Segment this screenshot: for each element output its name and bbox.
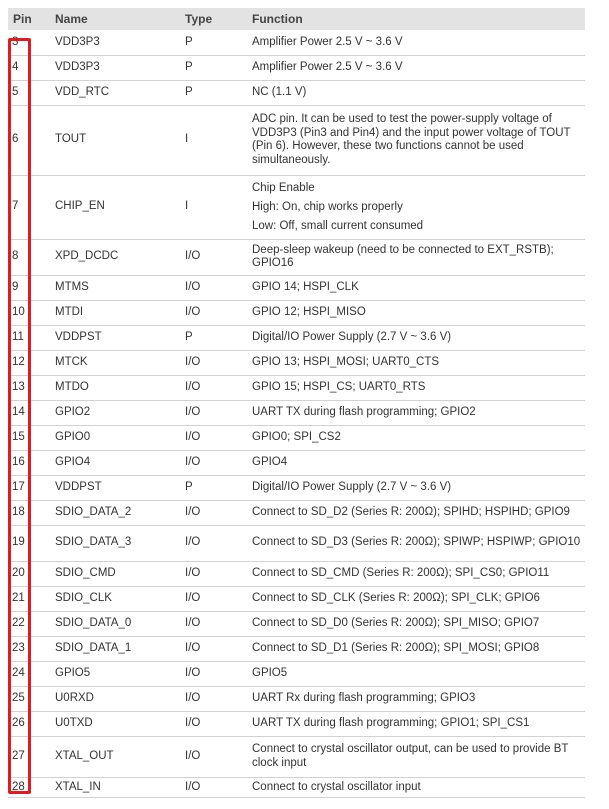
table-row <box>8 450 585 475</box>
type-cell: P <box>180 475 247 500</box>
function-line: ADC pin. It can be used to test the power-supply voltage of VDD3P3 (Pin3 and Pin4) and the input power voltage of TOUT (Pin 6). However, these two functions cannot be used simultaneously. <box>252 113 571 166</box>
function-line: UART TX during flash programming; GPIO1; SPI_CS1 <box>252 716 530 729</box>
function-line: Amplifier Power 2.5 V ~ 3.6 V <box>252 60 403 73</box>
header-row <box>8 8 585 30</box>
function-line: GPIO 12; HSPI_MISO <box>252 305 366 318</box>
function-cell <box>247 30 585 55</box>
type-cell: I/O <box>180 300 247 325</box>
pin-cell: 8 <box>8 239 50 275</box>
function-cell <box>247 611 585 636</box>
table-row <box>8 711 585 736</box>
table-row <box>8 175 585 239</box>
pin-cell: 9 <box>8 275 50 300</box>
pin-definition-table <box>8 8 585 798</box>
pin-cell: 21 <box>8 586 50 611</box>
table-row <box>8 80 585 105</box>
function-line: GPIO4 <box>252 455 288 468</box>
name-cell: GPIO5 <box>50 661 180 686</box>
function-cell <box>247 350 585 375</box>
table-row <box>8 561 585 586</box>
name-cell: XPD_DCDC <box>50 239 180 275</box>
type-cell: I <box>180 175 247 239</box>
pin-cell: 26 <box>8 711 50 736</box>
name-cell: U0RXD <box>50 686 180 711</box>
function-line: Connect to SD_D1 (Series R: 200Ω); SPI_MOSI; GPIO8 <box>252 641 540 654</box>
pin-cell: 3 <box>8 30 50 55</box>
function-line: Connect to SD_CLK (Series R: 200Ω); SPI_CLK; GPIO6 <box>252 591 540 604</box>
pin-cell: 6 <box>8 105 50 175</box>
name-cell: VDD3P3 <box>50 30 180 55</box>
type-cell: I/O <box>180 500 247 525</box>
function-line: GPIO 14; HSPI_CLK <box>252 280 359 293</box>
name-cell: SDIO_CMD <box>50 561 180 586</box>
function-line: High: On, chip works properly <box>252 200 403 213</box>
function-cell <box>247 736 585 777</box>
function-line: Chip Enable <box>252 181 315 194</box>
table-row <box>8 736 585 777</box>
function-line: Connect to crystal oscillator output, can be used to provide BT clock input <box>252 743 569 769</box>
table-row <box>8 239 585 275</box>
table-row <box>8 105 585 175</box>
type-cell: I/O <box>180 686 247 711</box>
name-cell: TOUT <box>50 105 180 175</box>
function-cell <box>247 500 585 525</box>
function-cell <box>247 239 585 275</box>
table-row <box>8 350 585 375</box>
name-cell: SDIO_CLK <box>50 586 180 611</box>
type-cell: I/O <box>180 586 247 611</box>
function-line: Deep-sleep wakeup (need to be connected to EXT_RSTB); GPIO16 <box>252 243 554 269</box>
table-row <box>8 586 585 611</box>
function-line: GPIO 15; HSPI_CS; UART0_RTS <box>252 380 426 393</box>
function-cell <box>247 425 585 450</box>
name-cell: SDIO_DATA_1 <box>50 636 180 661</box>
table-row <box>8 636 585 661</box>
type-cell: I/O <box>180 450 247 475</box>
type-cell: I/O <box>180 736 247 777</box>
function-cell <box>247 777 585 798</box>
pin-cell: 22 <box>8 611 50 636</box>
pin-cell: 11 <box>8 325 50 350</box>
name-cell: GPIO0 <box>50 425 180 450</box>
function-line: Amplifier Power 2.5 V ~ 3.6 V <box>252 35 403 48</box>
function-cell <box>247 636 585 661</box>
pin-cell: 20 <box>8 561 50 586</box>
function-line: Connect to SD_D3 (Series R: 200Ω); SPIWP; HSPIWP; GPIO10 <box>252 536 581 549</box>
pin-cell: 5 <box>8 80 50 105</box>
function-line: Low: Off, small current consumed <box>252 219 424 232</box>
type-cell: I/O <box>180 611 247 636</box>
type-cell: I/O <box>180 239 247 275</box>
function-line: NC (1.1 V) <box>252 85 307 98</box>
type-cell: I/O <box>180 275 247 300</box>
pin-cell: 27 <box>8 736 50 777</box>
table-row <box>8 300 585 325</box>
function-line: UART Rx during flash programming; GPIO3 <box>252 691 476 704</box>
function-cell <box>247 586 585 611</box>
name-cell: VDDPST <box>50 475 180 500</box>
function-cell <box>247 325 585 350</box>
name-cell: SDIO_DATA_3 <box>50 525 180 561</box>
function-line: GPIO0; SPI_CS2 <box>252 430 341 443</box>
table-row <box>8 30 585 55</box>
function-cell <box>247 105 585 175</box>
table-row <box>8 55 585 80</box>
pin-cell: 15 <box>8 425 50 450</box>
function-line: GPIO5 <box>252 666 288 679</box>
function-line: GPIO 13; HSPI_MOSI; UART0_CTS <box>252 355 440 368</box>
pin-cell: 23 <box>8 636 50 661</box>
name-cell: XTAL_OUT <box>50 736 180 777</box>
name-cell: VDDPST <box>50 325 180 350</box>
function-cell <box>247 375 585 400</box>
name-cell: CHIP_EN <box>50 175 180 239</box>
type-cell: I/O <box>180 400 247 425</box>
header-type: Type <box>180 8 247 30</box>
type-cell: I/O <box>180 561 247 586</box>
name-cell: MTCK <box>50 350 180 375</box>
function-line: Connect to SD_CMD (Series R: 200Ω); SPI_CS0; GPIO11 <box>252 566 550 579</box>
type-cell: I/O <box>180 661 247 686</box>
name-cell: GPIO2 <box>50 400 180 425</box>
name-cell: VDD_RTC <box>50 80 180 105</box>
pin-cell: 24 <box>8 661 50 686</box>
table-row <box>8 500 585 525</box>
function-line: Connect to SD_D2 (Series R: 200Ω); SPIHD; HSPIHD; GPIO9 <box>252 505 570 518</box>
function-cell <box>247 711 585 736</box>
function-cell <box>247 450 585 475</box>
function-cell <box>247 300 585 325</box>
name-cell: U0TXD <box>50 711 180 736</box>
table-row <box>8 375 585 400</box>
name-cell: MTMS <box>50 275 180 300</box>
name-cell: SDIO_DATA_0 <box>50 611 180 636</box>
function-cell <box>247 661 585 686</box>
type-cell: I/O <box>180 350 247 375</box>
pin-cell: 17 <box>8 475 50 500</box>
function-cell <box>247 175 585 239</box>
table-row <box>8 661 585 686</box>
pin-cell: 16 <box>8 450 50 475</box>
table-row <box>8 425 585 450</box>
name-cell: GPIO4 <box>50 450 180 475</box>
pin-cell: 7 <box>8 175 50 239</box>
header-pin: Pin <box>8 8 50 30</box>
pin-cell: 13 <box>8 375 50 400</box>
name-cell: SDIO_DATA_2 <box>50 500 180 525</box>
pin-cell: 25 <box>8 686 50 711</box>
function-cell <box>247 400 585 425</box>
type-cell: I/O <box>180 711 247 736</box>
type-cell: I/O <box>180 525 247 561</box>
header-name: Name <box>50 8 180 30</box>
table-row <box>8 525 585 561</box>
type-cell: P <box>180 80 247 105</box>
table-row <box>8 777 585 798</box>
function-line: Connect to crystal oscillator input <box>252 780 421 793</box>
function-cell <box>247 80 585 105</box>
type-cell: P <box>180 30 247 55</box>
name-cell: XTAL_IN <box>50 777 180 798</box>
function-cell <box>247 275 585 300</box>
type-cell: I/O <box>180 777 247 798</box>
name-cell: VDD3P3 <box>50 55 180 80</box>
pin-cell: 4 <box>8 55 50 80</box>
type-cell: I/O <box>180 375 247 400</box>
table-row <box>8 325 585 350</box>
function-line: UART TX during flash programming; GPIO2 <box>252 405 476 418</box>
type-cell: I/O <box>180 425 247 450</box>
table-row <box>8 400 585 425</box>
function-cell <box>247 561 585 586</box>
function-cell <box>247 475 585 500</box>
header-function: Function <box>247 8 585 30</box>
type-cell: I <box>180 105 247 175</box>
name-cell: MTDO <box>50 375 180 400</box>
function-cell <box>247 686 585 711</box>
type-cell: P <box>180 325 247 350</box>
function-line: Digital/IO Power Supply (2.7 V ~ 3.6 V) <box>252 330 452 343</box>
function-cell <box>247 55 585 80</box>
table-body <box>8 30 585 798</box>
table-row <box>8 275 585 300</box>
function-line: Connect to SD_D0 (Series R: 200Ω); SPI_MISO; GPIO7 <box>252 616 540 629</box>
function-cell <box>247 525 585 561</box>
table-row <box>8 475 585 500</box>
pin-cell: 14 <box>8 400 50 425</box>
pin-cell: 10 <box>8 300 50 325</box>
table-header <box>8 8 585 30</box>
table-row <box>8 611 585 636</box>
type-cell: P <box>180 55 247 80</box>
pin-cell: 12 <box>8 350 50 375</box>
table-row <box>8 686 585 711</box>
function-line: Digital/IO Power Supply (2.7 V ~ 3.6 V) <box>252 480 452 493</box>
pin-cell: 28 <box>8 777 50 798</box>
pin-cell: 19 <box>8 525 50 561</box>
pin-cell: 18 <box>8 500 50 525</box>
name-cell: MTDI <box>50 300 180 325</box>
type-cell: I/O <box>180 636 247 661</box>
